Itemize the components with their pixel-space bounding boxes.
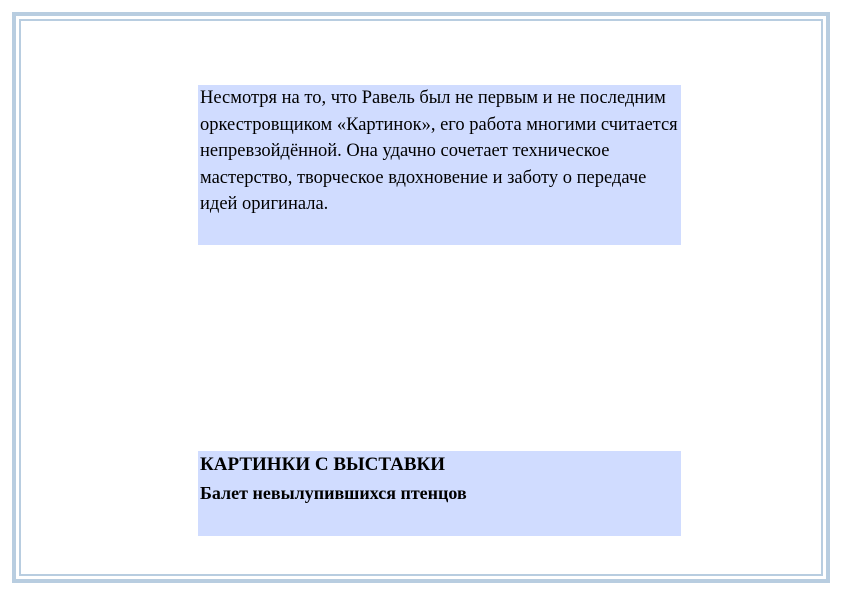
title-text-box [198,451,681,536]
slide-subtitle: Балет невылупившихся птенцов [200,483,467,503]
paragraph-text-box [198,85,681,245]
slide-title: КАРТИНКИ С ВЫСТАВКИ [200,454,446,475]
paragraph-text: Несмотря на то, что Равель был не первым и не последним оркестровщиком «Картинок», его работа многими считается непревзойдённой. Она удачно сочетает техническое мастерство, творческое вдохновение и заботу о передаче идей оригинала. [200,88,678,215]
